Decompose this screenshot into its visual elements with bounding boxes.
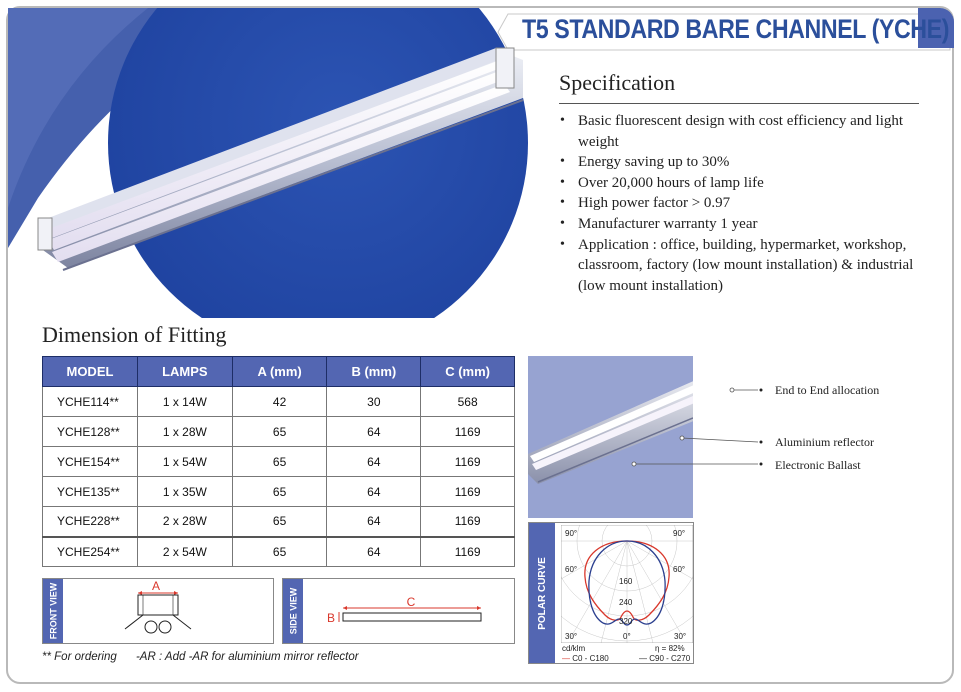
cell-b: 64 bbox=[327, 417, 421, 447]
table-row bbox=[43, 387, 515, 417]
cell-model: YCHE135** bbox=[43, 477, 138, 507]
polar-angle-label: 30° bbox=[674, 632, 687, 641]
side-view-label: SIDE VIEW bbox=[283, 579, 303, 643]
cell-lamps: 1 x 28W bbox=[137, 417, 232, 447]
spec-item: • Energy saving up to 30% bbox=[559, 152, 939, 173]
polar-ring-label: 240 bbox=[619, 598, 633, 607]
table-row bbox=[43, 507, 515, 537]
specification-title: Specification bbox=[559, 70, 676, 95]
hero-luminaire-image bbox=[8, 8, 528, 318]
spec-item: • Over 20,000 hours of lamp life bbox=[559, 173, 939, 194]
polar-angle-label: 90° bbox=[565, 529, 578, 538]
column-header: LAMPS bbox=[137, 357, 232, 387]
specification-divider bbox=[559, 103, 919, 104]
cell-lamps: 1 x 14W bbox=[137, 387, 232, 417]
front-view-drawing bbox=[63, 579, 273, 645]
polar-angle-label: 60° bbox=[673, 565, 686, 574]
column-header: B (mm) bbox=[327, 357, 421, 387]
label-electronic-ballast: Electronic Ballast bbox=[775, 458, 861, 472]
side-dim-c: C bbox=[406, 595, 416, 609]
cell-c: 568 bbox=[421, 387, 515, 417]
spec-item: • High power factor > 0.97 bbox=[559, 193, 939, 214]
side-dim-b: B bbox=[327, 611, 336, 625]
label-end-to-end: End to End allocation bbox=[775, 383, 880, 397]
cell-b: 30 bbox=[327, 387, 421, 417]
spec-item: • Application : office, building, hypermarket, workshop, classroom, factory (low mount installation) & industrial (low mount installation) bbox=[559, 235, 939, 297]
front-view-panel bbox=[42, 578, 274, 644]
cell-lamps: 2 x 28W bbox=[137, 507, 232, 537]
cell-c: 1169 bbox=[421, 417, 515, 447]
polar-legend-c90: — C90 - C270 bbox=[639, 654, 691, 663]
ordering-footnote: ** For ordering -AR : Add -AR for aluminium mirror reflector bbox=[42, 651, 359, 663]
cell-model: YCHE228** bbox=[43, 507, 138, 537]
polar-curve-panel bbox=[528, 522, 694, 664]
polar-ring-label: 160 bbox=[619, 577, 633, 586]
table-row bbox=[43, 447, 515, 477]
dimension-table bbox=[42, 356, 515, 567]
column-header: MODEL bbox=[43, 357, 138, 387]
column-header: A (mm) bbox=[232, 357, 327, 387]
polar-efficiency: η = 82% bbox=[655, 644, 685, 653]
spec-item: • Manufacturer warranty 1 year bbox=[559, 214, 939, 235]
spec-item: • Basic fluorescent design with cost efficiency and light weight bbox=[559, 111, 939, 152]
cell-b: 64 bbox=[327, 507, 421, 537]
polar-angle-label: 90° bbox=[673, 529, 686, 538]
cell-c: 1169 bbox=[421, 477, 515, 507]
column-header: C (mm) bbox=[421, 357, 515, 387]
cell-a: 65 bbox=[232, 417, 327, 447]
specification-list bbox=[559, 111, 939, 296]
cell-c: 1169 bbox=[421, 447, 515, 477]
cell-a: 65 bbox=[232, 507, 327, 537]
front-dim-a: A bbox=[151, 579, 161, 593]
cell-b: 64 bbox=[327, 447, 421, 477]
cell-a: 42 bbox=[232, 387, 327, 417]
dimension-title: Dimension of Fitting bbox=[42, 322, 227, 347]
cell-a: 65 bbox=[232, 477, 327, 507]
cell-lamps: 2 x 54W bbox=[137, 537, 232, 567]
table-row bbox=[43, 417, 515, 447]
polar-angle-label: 30° bbox=[565, 632, 578, 641]
cell-model: YCHE128** bbox=[43, 417, 138, 447]
front-view-label: FRONT VIEW bbox=[43, 579, 63, 643]
side-view-drawing bbox=[303, 579, 515, 645]
polar-angle-label: 0° bbox=[623, 632, 631, 641]
cell-b: 64 bbox=[327, 537, 421, 567]
callout-lines bbox=[600, 380, 770, 480]
polar-angle-label: 60° bbox=[565, 565, 578, 574]
cell-c: 1169 bbox=[421, 537, 515, 567]
cell-b: 64 bbox=[327, 477, 421, 507]
side-view-panel bbox=[282, 578, 515, 644]
cell-a: 65 bbox=[232, 447, 327, 477]
cell-model: YCHE254** bbox=[43, 537, 138, 567]
cell-model: YCHE154** bbox=[43, 447, 138, 477]
table-row bbox=[43, 537, 515, 567]
cell-lamps: 1 x 35W bbox=[137, 477, 232, 507]
polar-ring-label: 320 bbox=[619, 617, 633, 626]
cell-lamps: 1 x 54W bbox=[137, 447, 232, 477]
polar-curve-label: POLAR CURVE bbox=[529, 523, 555, 663]
polar-curve-chart bbox=[561, 525, 693, 643]
page-title: T5 STANDARD BARE CHANNEL (YCHE) bbox=[522, 14, 950, 44]
table-header-row bbox=[43, 357, 515, 387]
table-row bbox=[43, 477, 515, 507]
label-aluminium-reflector: Aluminium reflector bbox=[775, 435, 874, 449]
polar-unit: cd/klm bbox=[562, 644, 586, 653]
polar-legend-c0: — C0 - C180 bbox=[562, 654, 609, 663]
cell-c: 1169 bbox=[421, 507, 515, 537]
cell-model: YCHE114** bbox=[43, 387, 138, 417]
cell-a: 65 bbox=[232, 537, 327, 567]
